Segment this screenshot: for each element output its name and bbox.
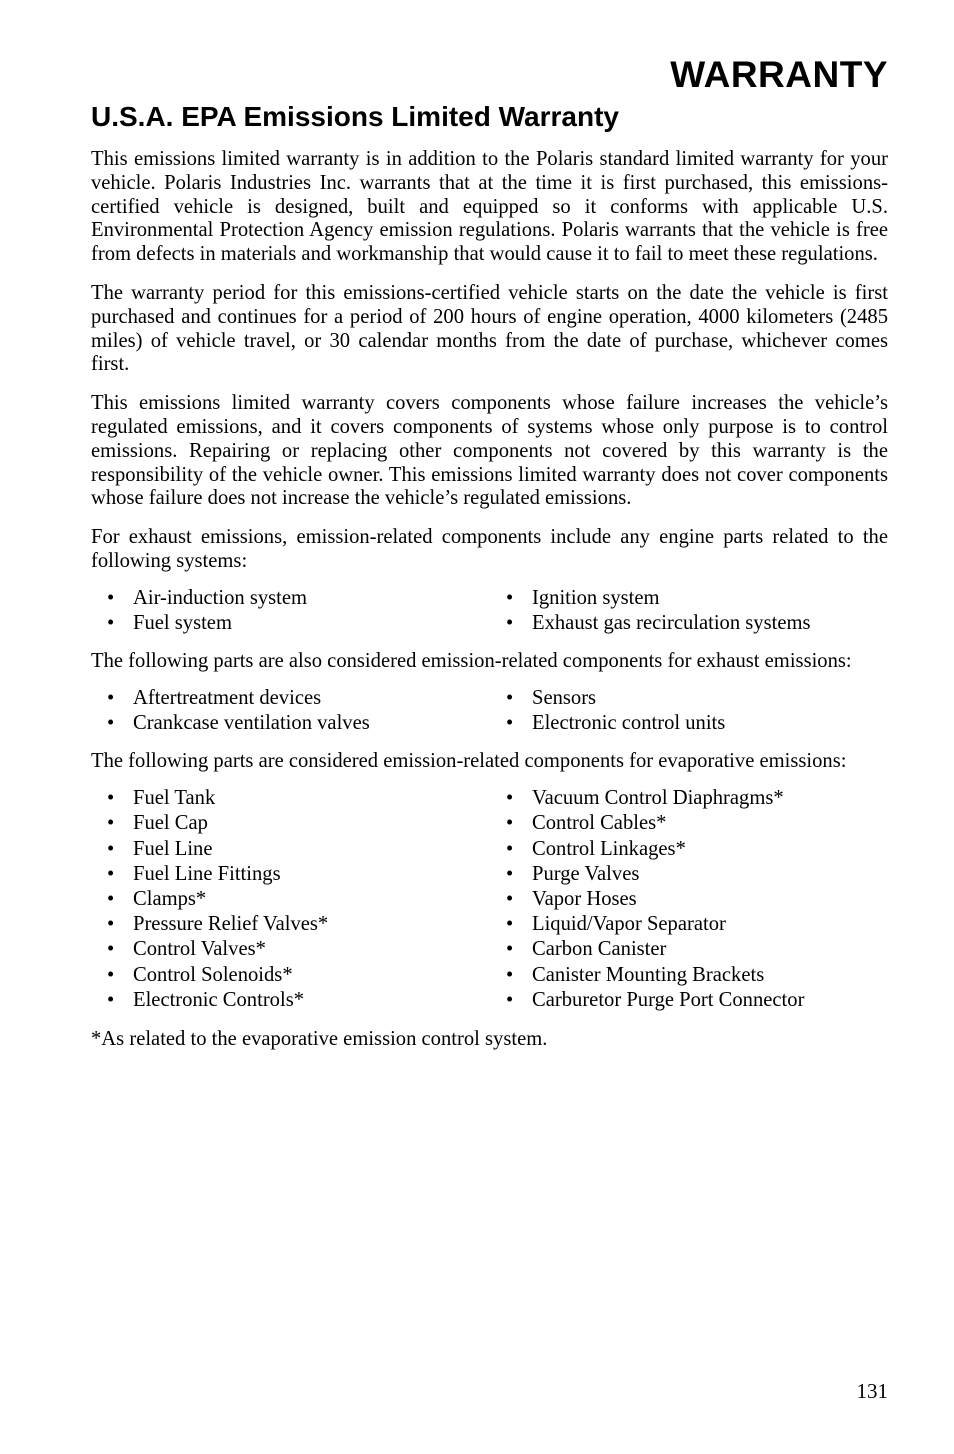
- list-item: [490, 988, 888, 1013]
- list-item-text: Control Solenoids*: [133, 963, 293, 986]
- section-title: WARRANTY: [670, 54, 888, 95]
- list-item-text: Vacuum Control Diaphragms*: [532, 787, 784, 810]
- bullet-glyph: •: [506, 988, 514, 1011]
- coverage-paragraph: This emissions limited warranty covers components whose failure increases the vehicle’s regulated emissions, and it covers components of systems whose only purpose is to control emissions. Repairing or replacing other components not covered by this warranty is the responsibility of the vehicle owner. This emissions limited warranty does not cover components whose failure does not increase the vehicle’s regulated emissions.: [91, 392, 888, 510]
- bullet-glyph: •: [506, 938, 514, 961]
- list-item: [490, 686, 888, 711]
- bullet-glyph: •: [107, 611, 115, 634]
- list-item-text: Control Linkages*: [532, 837, 686, 860]
- list-item: [490, 963, 888, 988]
- bullet-glyph: •: [506, 913, 514, 936]
- list-item: [91, 963, 490, 988]
- bullet-glyph: •: [506, 686, 514, 709]
- list-item-text: Purge Valves: [532, 862, 640, 885]
- list-item-text: Carburetor Purge Port Connector: [532, 988, 805, 1011]
- bullet-glyph: •: [107, 837, 115, 860]
- bullet-glyph: •: [506, 837, 514, 860]
- list-item: [490, 887, 888, 912]
- bullet-glyph: •: [107, 913, 115, 936]
- bullet-glyph: •: [107, 862, 115, 885]
- list-item-text: Fuel system: [133, 611, 232, 634]
- bullet-glyph: •: [506, 586, 514, 609]
- exhaust-systems-intro: For exhaust emissions, emission-related components include any engine parts related to the following systems:: [91, 526, 888, 572]
- list-item: [490, 811, 888, 836]
- list-item-text: Control Valves*: [133, 938, 266, 961]
- list-item-text: Clamps*: [133, 887, 207, 910]
- list-item: [490, 711, 888, 736]
- list-item-text: Pressure Relief Valves*: [133, 913, 329, 936]
- list-item: [91, 862, 490, 887]
- list-item-text: Exhaust gas recirculation systems: [532, 611, 811, 634]
- list-item: [91, 786, 490, 811]
- list-item: [91, 711, 490, 736]
- list-item: [91, 988, 490, 1013]
- bullet-glyph: •: [107, 787, 115, 810]
- page-content: [91, 99, 888, 1051]
- evaporative-parts-list: [91, 786, 888, 1013]
- list-item: [91, 686, 490, 711]
- intro-paragraph: This emissions limited warranty is in addition to the Polaris standard limited warranty for your vehicle. Polaris Industries Inc. warrants that at the time it is first purchased, this emissions-certified vehicle is designed, built and equipped so it conforms with applicable U.S. Environmental Protection Agency emission regulations. Polaris warrants that the vehicle is free from defects in materials and workmanship that would cause it to fail to meet these regulations.: [91, 148, 888, 266]
- bullet-glyph: •: [506, 862, 514, 885]
- list-item-text: Electronic control units: [532, 712, 726, 735]
- bullet-glyph: •: [506, 611, 514, 634]
- list-item-text: Fuel Tank: [133, 787, 216, 810]
- bullet-glyph: •: [107, 887, 115, 910]
- list-item: [490, 837, 888, 862]
- list-item: [490, 611, 888, 636]
- list-item-text: Ignition system: [532, 586, 660, 609]
- bullet-glyph: •: [107, 686, 115, 709]
- bullet-glyph: •: [107, 963, 115, 986]
- list-item-text: Crankcase ventilation valves: [133, 712, 370, 735]
- list-item-text: Fuel Line: [133, 837, 213, 860]
- exhaust-parts-intro: The following parts are also considered emission-related components for exhaust emissions:: [91, 650, 852, 673]
- document-page: [91, 0, 888, 1454]
- bullet-glyph: •: [506, 787, 514, 810]
- list-item: [91, 586, 490, 611]
- list-item-text: Air-induction system: [133, 586, 308, 609]
- list-item-text: Canister Mounting Brackets: [532, 963, 765, 986]
- list-item-text: Liquid/Vapor Separator: [532, 913, 726, 936]
- list-item-text: Control Cables*: [532, 812, 667, 835]
- evaporative-parts-intro: The following parts are considered emission-related components for evaporative emissions:: [91, 750, 847, 773]
- bullet-glyph: •: [107, 988, 115, 1011]
- list-item: [490, 862, 888, 887]
- list-item: [490, 586, 888, 611]
- bullet-glyph: •: [107, 586, 115, 609]
- list-item-text: Carbon Canister: [532, 938, 667, 961]
- list-item: [91, 912, 490, 937]
- bullet-glyph: •: [506, 712, 514, 735]
- list-item-text: Fuel Line Fittings: [133, 862, 281, 885]
- page-number: 131: [856, 1379, 888, 1403]
- list-item-text: Fuel Cap: [133, 812, 208, 835]
- bullet-glyph: •: [506, 963, 514, 986]
- list-item: [490, 912, 888, 937]
- footnote: *As related to the evaporative emission control system.: [91, 1027, 548, 1050]
- list-item-text: Vapor Hoses: [532, 887, 637, 910]
- list-item: [490, 786, 888, 811]
- bullet-glyph: •: [107, 712, 115, 735]
- list-item-text: Sensors: [532, 686, 597, 709]
- list-item: [91, 937, 490, 962]
- bullet-glyph: •: [107, 812, 115, 835]
- list-item: [91, 837, 490, 862]
- bullet-glyph: •: [506, 887, 514, 910]
- warranty-period-paragraph: The warranty period for this emissions-certified vehicle starts on the date the vehicle is first purchased and continues for a period of 200 hours of engine operation, 4000 kilometers (2485 miles) of vehicle travel, or 30 calendar months from the date of purchase, whichever comes first.: [91, 281, 888, 376]
- list-item: [91, 811, 490, 836]
- list-item: [91, 887, 490, 912]
- exhaust-parts-list: [91, 686, 888, 736]
- list-item-text: Electronic Controls*: [133, 988, 305, 1011]
- list-item-text: Aftertreatment devices: [133, 686, 322, 709]
- page-heading: U.S.A. EPA Emissions Limited Warranty: [91, 101, 619, 132]
- exhaust-systems-list: [91, 586, 888, 636]
- bullet-glyph: •: [107, 938, 115, 961]
- bullet-glyph: •: [506, 812, 514, 835]
- list-item: [91, 611, 490, 636]
- list-item: [490, 937, 888, 962]
